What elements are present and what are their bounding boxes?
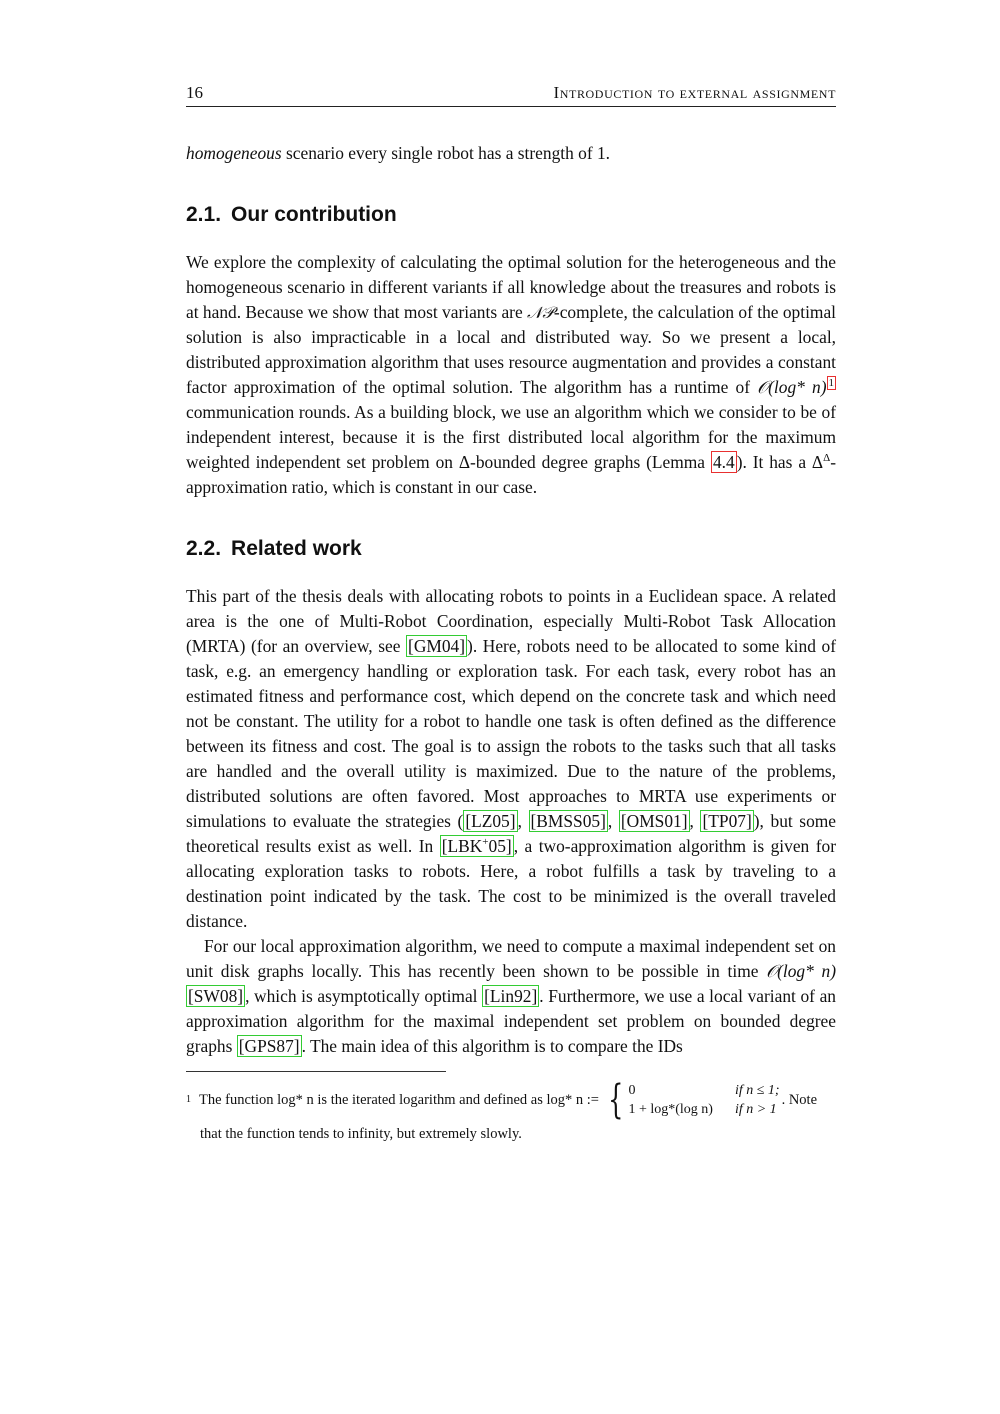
contribution-paragraph: We explore the complexity of calculating the optimal solution for the heterogeneous and the homogeneous scenario in different variants if all knowledge about the treasures and robots is at hand. Because we show that most variants are 𝒩𝒫-complete, the calculation of the optimal solution is also impracticable in a local and distributed way. So we present a local, distributed approximation algorithm that uses resource augmentation and provides a constant factor approximation of the optimal solution. The algorithm has a runtime of 𝒪(log* n) $^1$ communication rounds. As a building block, we use an algorithm which we consider to be of independent interest, because it is the first distributed local algorithm for the maximum weighted independent set problem on Δ-bounded degree graphs (Lemma 4.4 ). It has a $\Delta^\Delta$-approximation ratio, which is constant in our case. <box>186 252 836 497</box>
footnote-continuation: that the function tends to infinity, but extremely slowly. <box>200 1126 522 1142</box>
citation-tp07[interactable]: [TP07] <box>702 811 752 831</box>
left-brace: { <box>608 1077 624 1123</box>
page-number: 16 <box>186 83 203 102</box>
intro-paragraph: homogeneous scenario every single robot has a strength of 1. <box>186 143 611 163</box>
running-title: Introduction to external assignment <box>553 83 836 102</box>
footnote-ref-link[interactable]: 1 <box>828 377 835 389</box>
np-symbol: 𝒩𝒫 <box>527 303 554 322</box>
footnote-rule <box>186 1071 446 1072</box>
running-head <box>186 83 836 107</box>
citation-lin92[interactable]: [Lin92] <box>484 986 538 1006</box>
mis-complexity: 𝒪(log* n) <box>766 961 836 981</box>
main-content <box>186 141 836 1059</box>
citation-oms01[interactable]: [OMS01] <box>620 811 688 831</box>
citation-sw08[interactable]: [SW08] <box>188 986 244 1006</box>
citation-gm04[interactable]: [GM04] <box>408 636 466 656</box>
lemma-ref-link[interactable]: 4.4 <box>712 452 735 472</box>
footnote-mark: 1 <box>186 1094 191 1105</box>
intro-emphasis: homogeneous <box>186 143 282 163</box>
citation-lbk05[interactable]: [LBK+05] <box>441 836 512 856</box>
footnote: 1 The function log* n is the iterated logarithm and defined as log* n := { 0 if n ≤ 1; 1 + log*(log n) if n > 1 . Note that the function tends to infinity, but extremely slowly. <box>186 1080 836 1144</box>
section-heading-related-work: 2.2. Related work <box>186 537 362 560</box>
footnote-text: The function log* n is the iterated logarithm and defined as log* n := <box>199 1092 599 1108</box>
related-work-paragraph-1: This part of the thesis deals with allocating robots to points in a Euclidean space. A related area is the one of Multi-Robot Coordination, especially Multi-Robot Task Allocation (MRTA) (for an overview, see [GM04] ). Here, robots need to be allocated to some kind of task, e.g. an emergency handling or exploration task. For each task, every robot has an estimated fitness and performance cost, which depend on the concrete task and which need not be constant. The utility for a robot to handle one task is often defined as the difference between its fitness and cost. The goal is to assign the robots to the tasks such that all tasks are handled and the overall utility is maximized. Due to the nature of the problems, distributed solutions are often favored. Most approaches to MRTA use experiments or simulations to evaluate the strategies ( [LZ05] , [BMSS05] , [OMS01] , [TP07] ), but some theoretical results exist as well. In [LBK+05] , a two-approximation algorithm is given for allocating exploration tasks to robots. Here, a robot fulfills a task by traveling to a destination point indicated by the task. The cost to be minimized is the overall traveled distance. <box>186 586 837 931</box>
related-work-paragraph-2: For our local approximation algorithm, we need to compute a maximal independent set on unit disk graphs locally. This has recently been shown to be possible in time 𝒪(log* n) [SW08] , which is asymptotically optimal [Lin92] . Furthermore, we use a local variant of an approximation algorithm for the maximal independent set problem on bounded degree graphs [GPS87] . The main idea of this algorithm is to compare the IDs <box>186 936 837 1056</box>
piecewise-definition: { 0 if n ≤ 1; 1 + log*(log n) if n > 1 <box>608 1077 780 1123</box>
citation-gps87[interactable]: [GPS87] <box>238 1036 300 1056</box>
citation-lz05[interactable]: [LZ05] <box>465 811 516 831</box>
section-heading-contribution: 2.1. Our contribution <box>186 203 397 226</box>
runtime-complexity: 𝒪(log* n) <box>757 377 827 397</box>
citation-bmss05[interactable]: [BMSS05] <box>530 811 606 831</box>
